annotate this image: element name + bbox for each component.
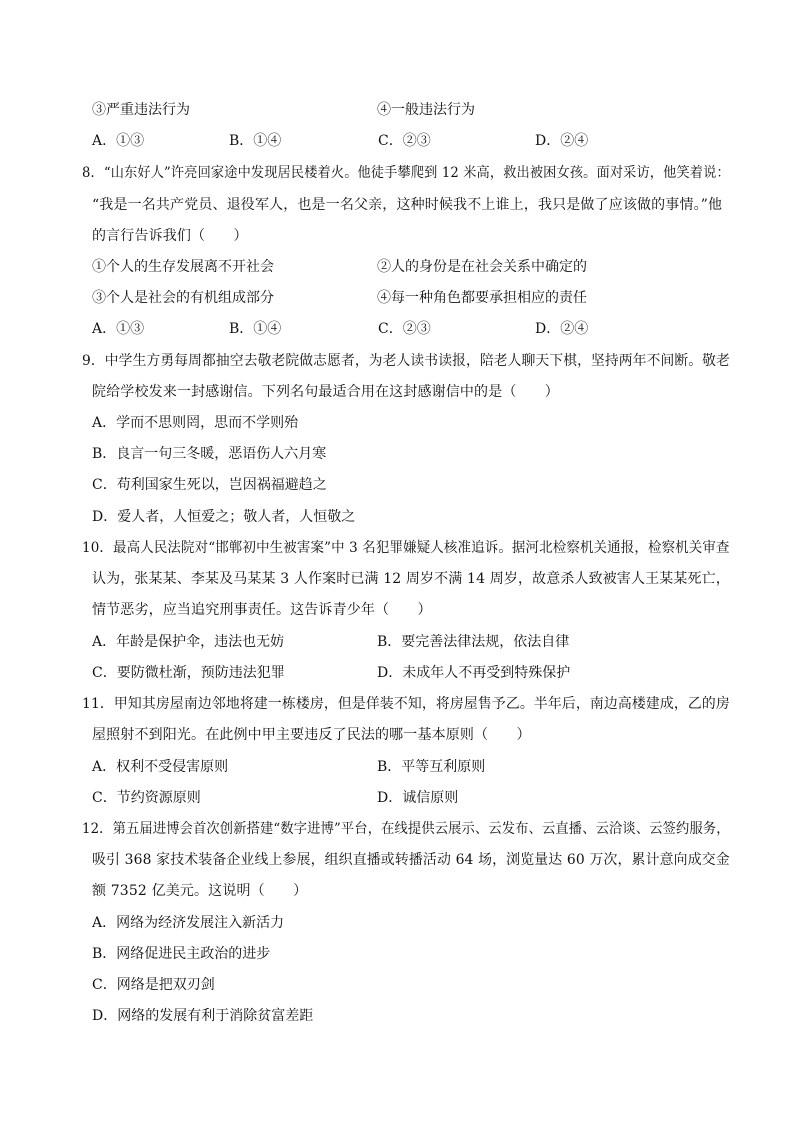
q7-option-c: C．②③ bbox=[378, 133, 431, 149]
q8-stem-line-2: “我是一名共产党员、退役军人，也是一名父亲，这种时候我不上谁上，我只是做了应该做的事情。”他 bbox=[92, 197, 723, 213]
q8-option-d: D．②④ bbox=[535, 321, 589, 337]
q7-option-a: A．①③ bbox=[92, 133, 145, 149]
q7-choice-4: ④一般违法行为 bbox=[377, 102, 475, 118]
q9-option-b: B．良言一句三冬暖，恶语伤人六月寒 bbox=[92, 446, 327, 462]
q12-stem-line-3: 额 7352 亿美元。这说明（ ） bbox=[92, 883, 308, 899]
q12-option-b: B．网络促进民主政治的进步 bbox=[92, 946, 271, 962]
q8-option-b: B．①④ bbox=[229, 321, 282, 337]
q8-choice-2: ②人的身份是在社会关系中确定的 bbox=[377, 259, 587, 275]
q10-option-c: C．要防微杜渐，预防违法犯罪 bbox=[92, 665, 285, 681]
q10-stem-line-3: 情节恶劣，应当追究刑事责任。这告诉青少年（ ） bbox=[92, 602, 432, 618]
q8-choice-1: ①个人的生存发展离不开社会 bbox=[92, 259, 274, 275]
q9-option-a: A．学而不思则罔，思而不学则殆 bbox=[92, 415, 299, 431]
q7-choice-3: ③严重违法行为 bbox=[92, 102, 190, 118]
q12-option-a: A．网络为经济发展注入新活力 bbox=[92, 915, 285, 931]
q11-stem-line-1: 11．甲知其房屋南边邻地将建一栋楼房，但是佯装不知，将房屋售予乙。半年后，南边高楼建成，乙的房 bbox=[82, 696, 730, 712]
q12-option-d: D．网络的发展有利于消除贫富差距 bbox=[92, 1008, 314, 1024]
q9-option-d: D．爱人者，人恒爱之；敬人者，人恒敬之 bbox=[92, 509, 356, 525]
q8-option-c: C．②③ bbox=[378, 321, 431, 337]
q8-choice-4: ④每一种角色都要承担相应的责任 bbox=[377, 290, 587, 306]
q10-stem-line-2: 认为，张某某、李某及马某某 3 人作案时已满 12 周岁不满 14 周岁，故意杀人致被害人王某某死亡， bbox=[92, 571, 730, 587]
q12-option-c: C．网络是把双刃剑 bbox=[92, 977, 215, 993]
q11-option-d: D．诚信原则 bbox=[377, 790, 459, 806]
q11-option-a: A．权利不受侵害原则 bbox=[92, 759, 229, 775]
q11-option-b: B．平等互利原则 bbox=[377, 759, 486, 775]
q9-stem-line-1: 9．中学生方勇每周都抽空去敬老院做志愿者，为老人读书读报，陪老人聊天下棋，坚持两年不间断。敬老 bbox=[82, 353, 730, 369]
q8-choice-3: ③个人是社会的有机组成部分 bbox=[92, 290, 274, 306]
q7-option-b: B．①④ bbox=[229, 133, 282, 149]
q9-stem-line-2: 院给学校发来一封感谢信。下列名句最适合用在这封感谢信中的是（ ） bbox=[92, 384, 559, 400]
q9-option-c: C．苟利国家生死以，岂因祸福避趋之 bbox=[92, 477, 327, 493]
q11-stem-line-2: 屋照射不到阳光。在此例中甲主要违反了民法的哪一基本原则（ ） bbox=[92, 727, 531, 743]
q10-option-d: D．未成年人不再受到特殊保护 bbox=[377, 665, 571, 681]
q12-stem-line-1: 12．第五届进博会首次创新搭建“数字进博”平台，在线提供云展示、云发布、云直播、云洽谈、云签约服务， bbox=[82, 821, 730, 837]
q11-option-c: C．节约资源原则 bbox=[92, 790, 201, 806]
q12-stem-line-2: 吸引 368 家技术装备企业线上参展，组织直播或转播活动 64 场，浏览量达 60 万次，累计意向成交金 bbox=[92, 852, 730, 868]
q8-option-a: A．①③ bbox=[92, 321, 145, 337]
q10-option-a: A．年龄是保护伞，违法也无妨 bbox=[92, 634, 285, 650]
q10-stem-line-1: 10．最高人民法院对“邯郸初中生被害案”中 3 名犯罪嫌疑人核准追诉。据河北检察机关通报，检察机关审查 bbox=[82, 540, 730, 556]
q10-option-b: B．要完善法律法规，依法自律 bbox=[377, 634, 570, 650]
q8-stem-line-3: 的言行告诉我们（ ） bbox=[92, 228, 248, 244]
q8-stem-line-1: 8．“山东好人”许亮回家途中发现居民楼着火。他徒手攀爬到 12 米高，救出被困女孩。面对采访，他笑着说： bbox=[82, 165, 730, 181]
q7-option-d: D．②④ bbox=[535, 133, 589, 149]
